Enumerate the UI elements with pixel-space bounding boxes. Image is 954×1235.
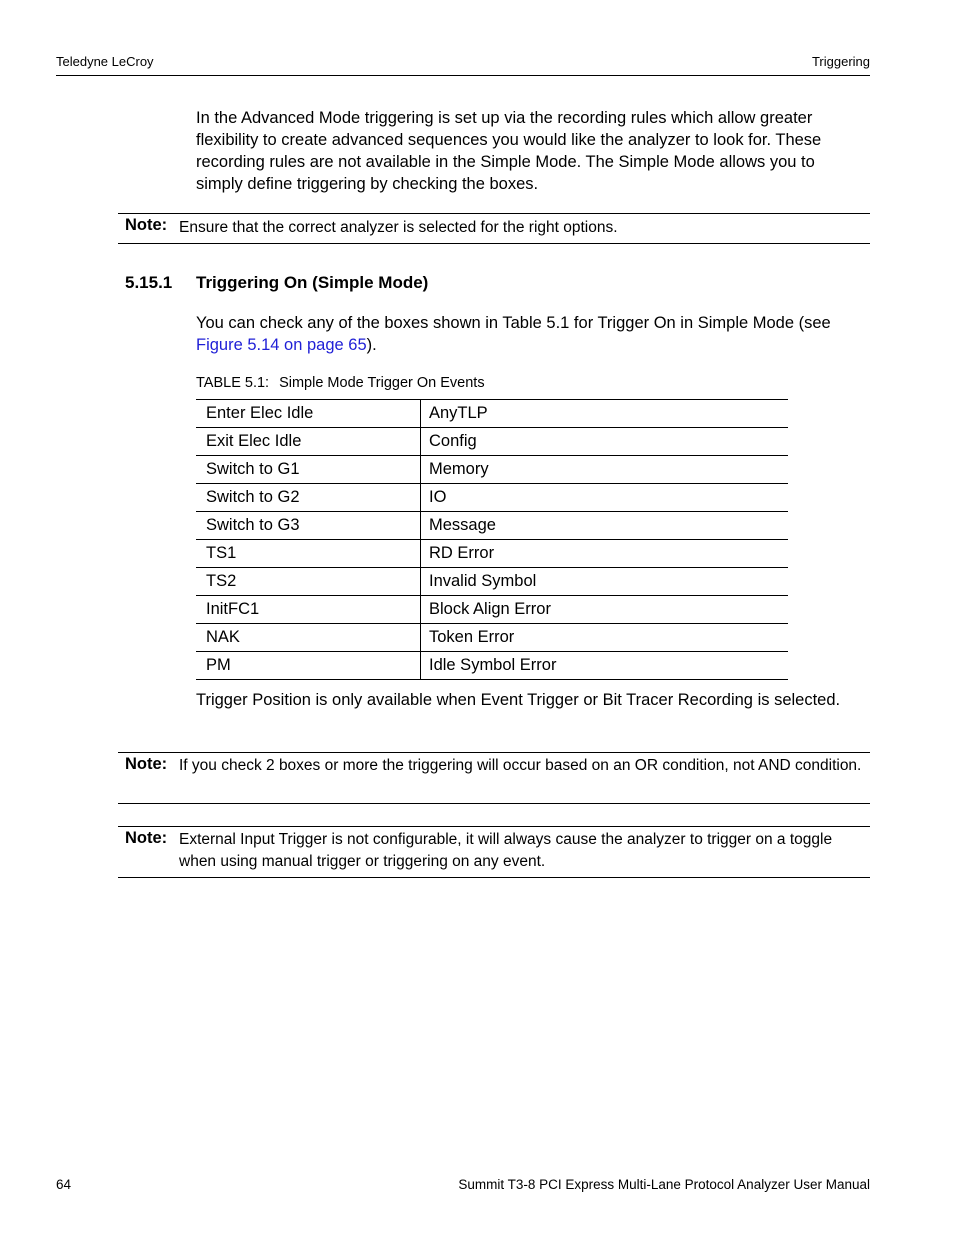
- table-row: [196, 652, 788, 680]
- table-caption-title: Simple Mode Trigger On Events: [279, 375, 485, 391]
- table-caption: [196, 375, 485, 391]
- trigger-position-paragraph: Trigger Position is only available when Event Trigger or Bit Tracer Recording is selected.: [196, 691, 841, 709]
- table-cell-right: RD Error: [421, 540, 789, 568]
- table-caption-label: TABLE 5.1:: [196, 375, 270, 391]
- section-number: 5.15.1: [125, 273, 173, 292]
- intro-paragraph: In the Advanced Mode triggering is set up via the recording rules which allow greater flexibility to create advanced sequences you would like the analyzer to look for. These recording rules are not available in the Simple Mode. The Simple Mode allows you to simply define triggering by checking the boxes.: [196, 109, 822, 193]
- section-title: Triggering On (Simple Mode): [196, 273, 429, 292]
- body-paragraph: [196, 312, 861, 356]
- trigger-events-table: [196, 399, 788, 680]
- note-label: Note:: [125, 216, 168, 234]
- table-cell-right: AnyTLP: [421, 400, 789, 428]
- paragraph-text: You can check any of the boxes shown in Table 5.1 for Trigger On in Simple Mode (see: [196, 314, 831, 332]
- note-label: Note:: [125, 829, 168, 847]
- table-row: [196, 540, 788, 568]
- note-box: [118, 213, 870, 244]
- table-row: [196, 456, 788, 484]
- table-cell-right: Token Error: [421, 624, 789, 652]
- table-row: [196, 596, 788, 624]
- header-right: Triggering: [811, 54, 870, 69]
- table-cell-right: Invalid Symbol: [421, 568, 789, 596]
- table-cell-right: Memory: [421, 456, 789, 484]
- table-cell-left: InitFC1: [196, 596, 421, 624]
- table-row: [196, 428, 788, 456]
- note-box: [118, 752, 870, 804]
- table-row: [196, 624, 788, 652]
- table-cell-right: Block Align Error: [421, 596, 789, 624]
- table-cell-left: PM: [196, 652, 421, 680]
- table-row: [196, 400, 788, 428]
- table-row: [196, 512, 788, 540]
- note-box: [118, 826, 870, 878]
- table-cell-right: Idle Symbol Error: [421, 652, 789, 680]
- table-cell-right: IO: [421, 484, 789, 512]
- note-text: If you check 2 boxes or more the triggering will occur based on an OR condition, not AND condition.: [179, 757, 862, 774]
- paragraph-text-end: ).: [366, 336, 377, 354]
- table-row: [196, 568, 788, 596]
- note-label: Note:: [125, 755, 168, 773]
- page-number: 64: [56, 1177, 72, 1192]
- section-heading: [125, 273, 428, 293]
- table-cell-right: Config: [421, 428, 789, 456]
- table-cell-left: Enter Elec Idle: [196, 400, 421, 428]
- table-cell-left: Switch to G1: [196, 456, 421, 484]
- table-cell-left: NAK: [196, 624, 421, 652]
- manual-title: Summit T3-8 PCI Express Multi-Lane Protocol Analyzer User Manual: [458, 1177, 870, 1192]
- note-text: External Input Trigger is not configurable, it will always cause the analyzer to trigger on a toggle when using manual trigger or triggering on any event.: [179, 831, 833, 870]
- figure-link[interactable]: Figure 5.14 on page 65: [196, 336, 367, 354]
- table-cell-left: Switch to G3: [196, 512, 421, 540]
- table-row: [196, 484, 788, 512]
- table-cell-left: Exit Elec Idle: [196, 428, 421, 456]
- table-cell-left: Switch to G2: [196, 484, 421, 512]
- header-rule: [56, 75, 870, 76]
- table-cell-right: Message: [421, 512, 789, 540]
- header-left: Teledyne LeCroy: [56, 54, 154, 69]
- table-cell-left: TS1: [196, 540, 421, 568]
- note-text: Ensure that the correct analyzer is selected for the right options.: [179, 219, 618, 236]
- table-cell-left: TS2: [196, 568, 421, 596]
